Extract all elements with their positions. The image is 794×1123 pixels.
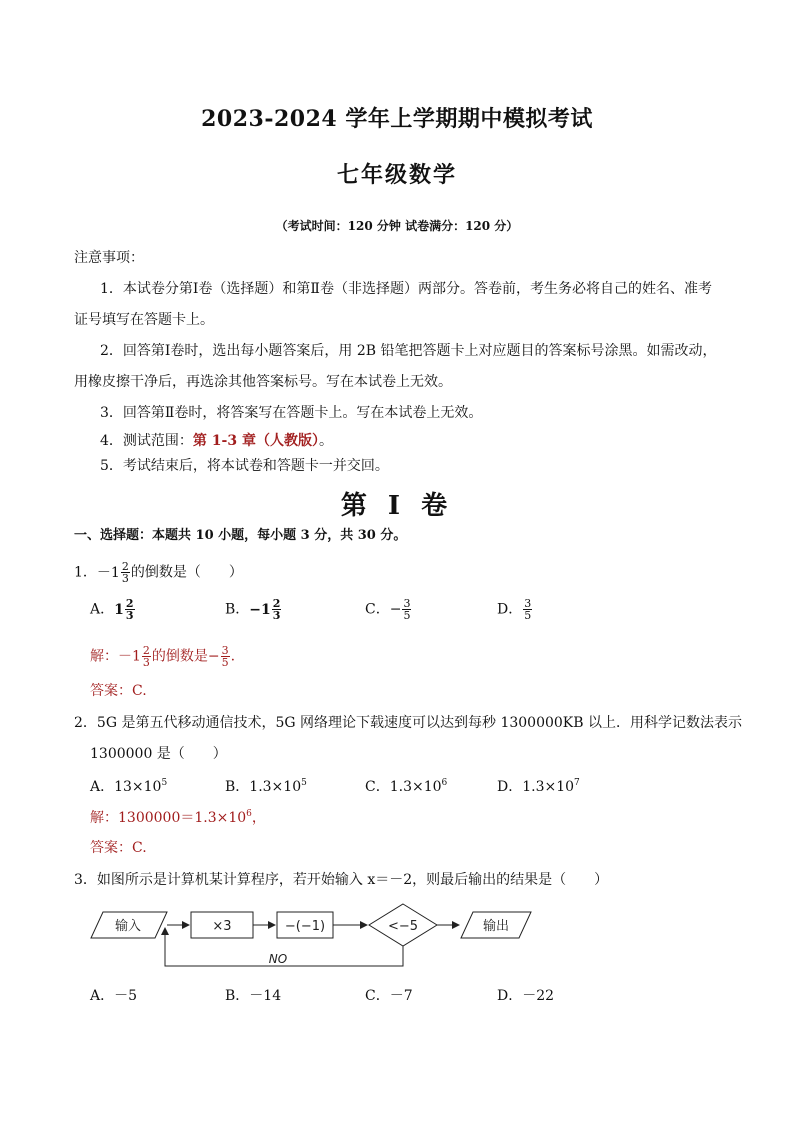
question-2-stem-line-1: 2．5G 是第五代移动通信技术，5G 网络理论下载速度可以达到每秒 1300000KB 以上．用科学记数法表示 [74, 715, 742, 731]
flow-output-label: 输出 [482, 919, 510, 934]
q3-option-b: B．－14 [225, 988, 282, 1004]
question-2-solution: 解：$1300000=1.3\times 10^6$， [90, 809, 266, 826]
question-1-answer: 答案：C. [90, 683, 147, 699]
note-item-5: 5．考试结束后，将本试卷和答题卡一并交回。 [100, 458, 389, 474]
q2-option-c: C．$1.3\times 10^6$ [365, 778, 448, 795]
note-item-4-prefix: 4．测试范围： [100, 433, 193, 449]
flow-input-label: 输入 [114, 919, 142, 934]
mixed-number-whole: －1 [96, 564, 120, 581]
flow-subtract-label: −(−1) [284, 919, 326, 934]
q2-option-a: A．$13\times 10^5$ [90, 778, 168, 795]
q3-option-a: A．－5 [90, 988, 138, 1004]
part-heading: 一、选择题：本题共 10 小题，每小题 3 分，共 30 分。 [74, 528, 407, 543]
fraction: $\frac{2}{3}$ [121, 560, 129, 585]
q3-option-c: C．－7 [365, 988, 413, 1004]
question-2-answer: 答案：C. [90, 840, 147, 856]
note-item-1-line-2: 证号填写在答题卡上。 [74, 312, 214, 328]
question-2-stem-line-2: 1300000 是（ ） [90, 746, 227, 762]
q1-option-b: B． −1 $\frac{2}{3}$ [225, 597, 281, 622]
note-item-3: 3．回答第Ⅱ卷时，将答案写在答题卡上。写在本试卷上无效。 [100, 405, 483, 421]
notes-heading: 注意事项： [74, 250, 144, 266]
q1-option-a: A． 1 $\frac{2}{3}$ [90, 597, 134, 622]
question-number: 1． [74, 564, 97, 581]
exam-subject: 七年级数学 [336, 162, 457, 188]
question-1-stem-suffix: 的倒数是（ ） [130, 564, 243, 581]
exam-info: （考试时间：120 分钟 试卷满分：120 分） [275, 219, 519, 233]
q3-option-d: D．－22 [497, 988, 555, 1004]
flow-multiply-label: ×3 [212, 919, 232, 934]
q1-option-c: C．− $\frac{3}{5}$ [365, 597, 411, 622]
q1-option-d: D． $\frac{3}{5}$ [497, 597, 532, 622]
flow-condition-label: <−5 [387, 919, 419, 934]
note-item-2-line-1: 2．回答第Ⅰ卷时，选出每小题答案后，用 2B 铅笔把答题卡上对应题目的答案标号涂黑。如需改动， [100, 343, 717, 359]
flowchart-diagram [85, 900, 565, 975]
question-3-stem: 3．如图所示是计算机某计算程序，若开始输入 x＝－2，则最后输出的结果是（ ） [74, 872, 609, 888]
section-title: 第 I 卷 [340, 491, 454, 521]
note-item-4 [100, 431, 333, 451]
test-scope: 第 1-3 章（人教版） [192, 433, 319, 449]
q2-option-d: D．$1.3\times 10^7$ [497, 778, 580, 795]
question-1-solution: 解：－1 $\frac{2}{3}$ 的倒数是− $\frac{3}{5}$ . [90, 644, 236, 669]
question-1-stem [74, 561, 243, 584]
q2-option-b: B．$1.3\times 10^5$ [225, 778, 307, 795]
exam-title: 2023-2024 学年上学期期中模拟考试 [201, 106, 593, 132]
note-item-4-suffix: 。 [318, 433, 333, 449]
note-item-1-line-1: 1．本试卷分第Ⅰ卷（选择题）和第Ⅱ卷（非选择题）两部分。答卷前，考生务必将自己的姓名、准考 [100, 281, 712, 297]
flow-no-label: NO [268, 952, 288, 966]
note-item-2-line-2: 用橡皮擦干净后，再选涂其他答案标号。写在本试卷上无效。 [74, 374, 452, 390]
